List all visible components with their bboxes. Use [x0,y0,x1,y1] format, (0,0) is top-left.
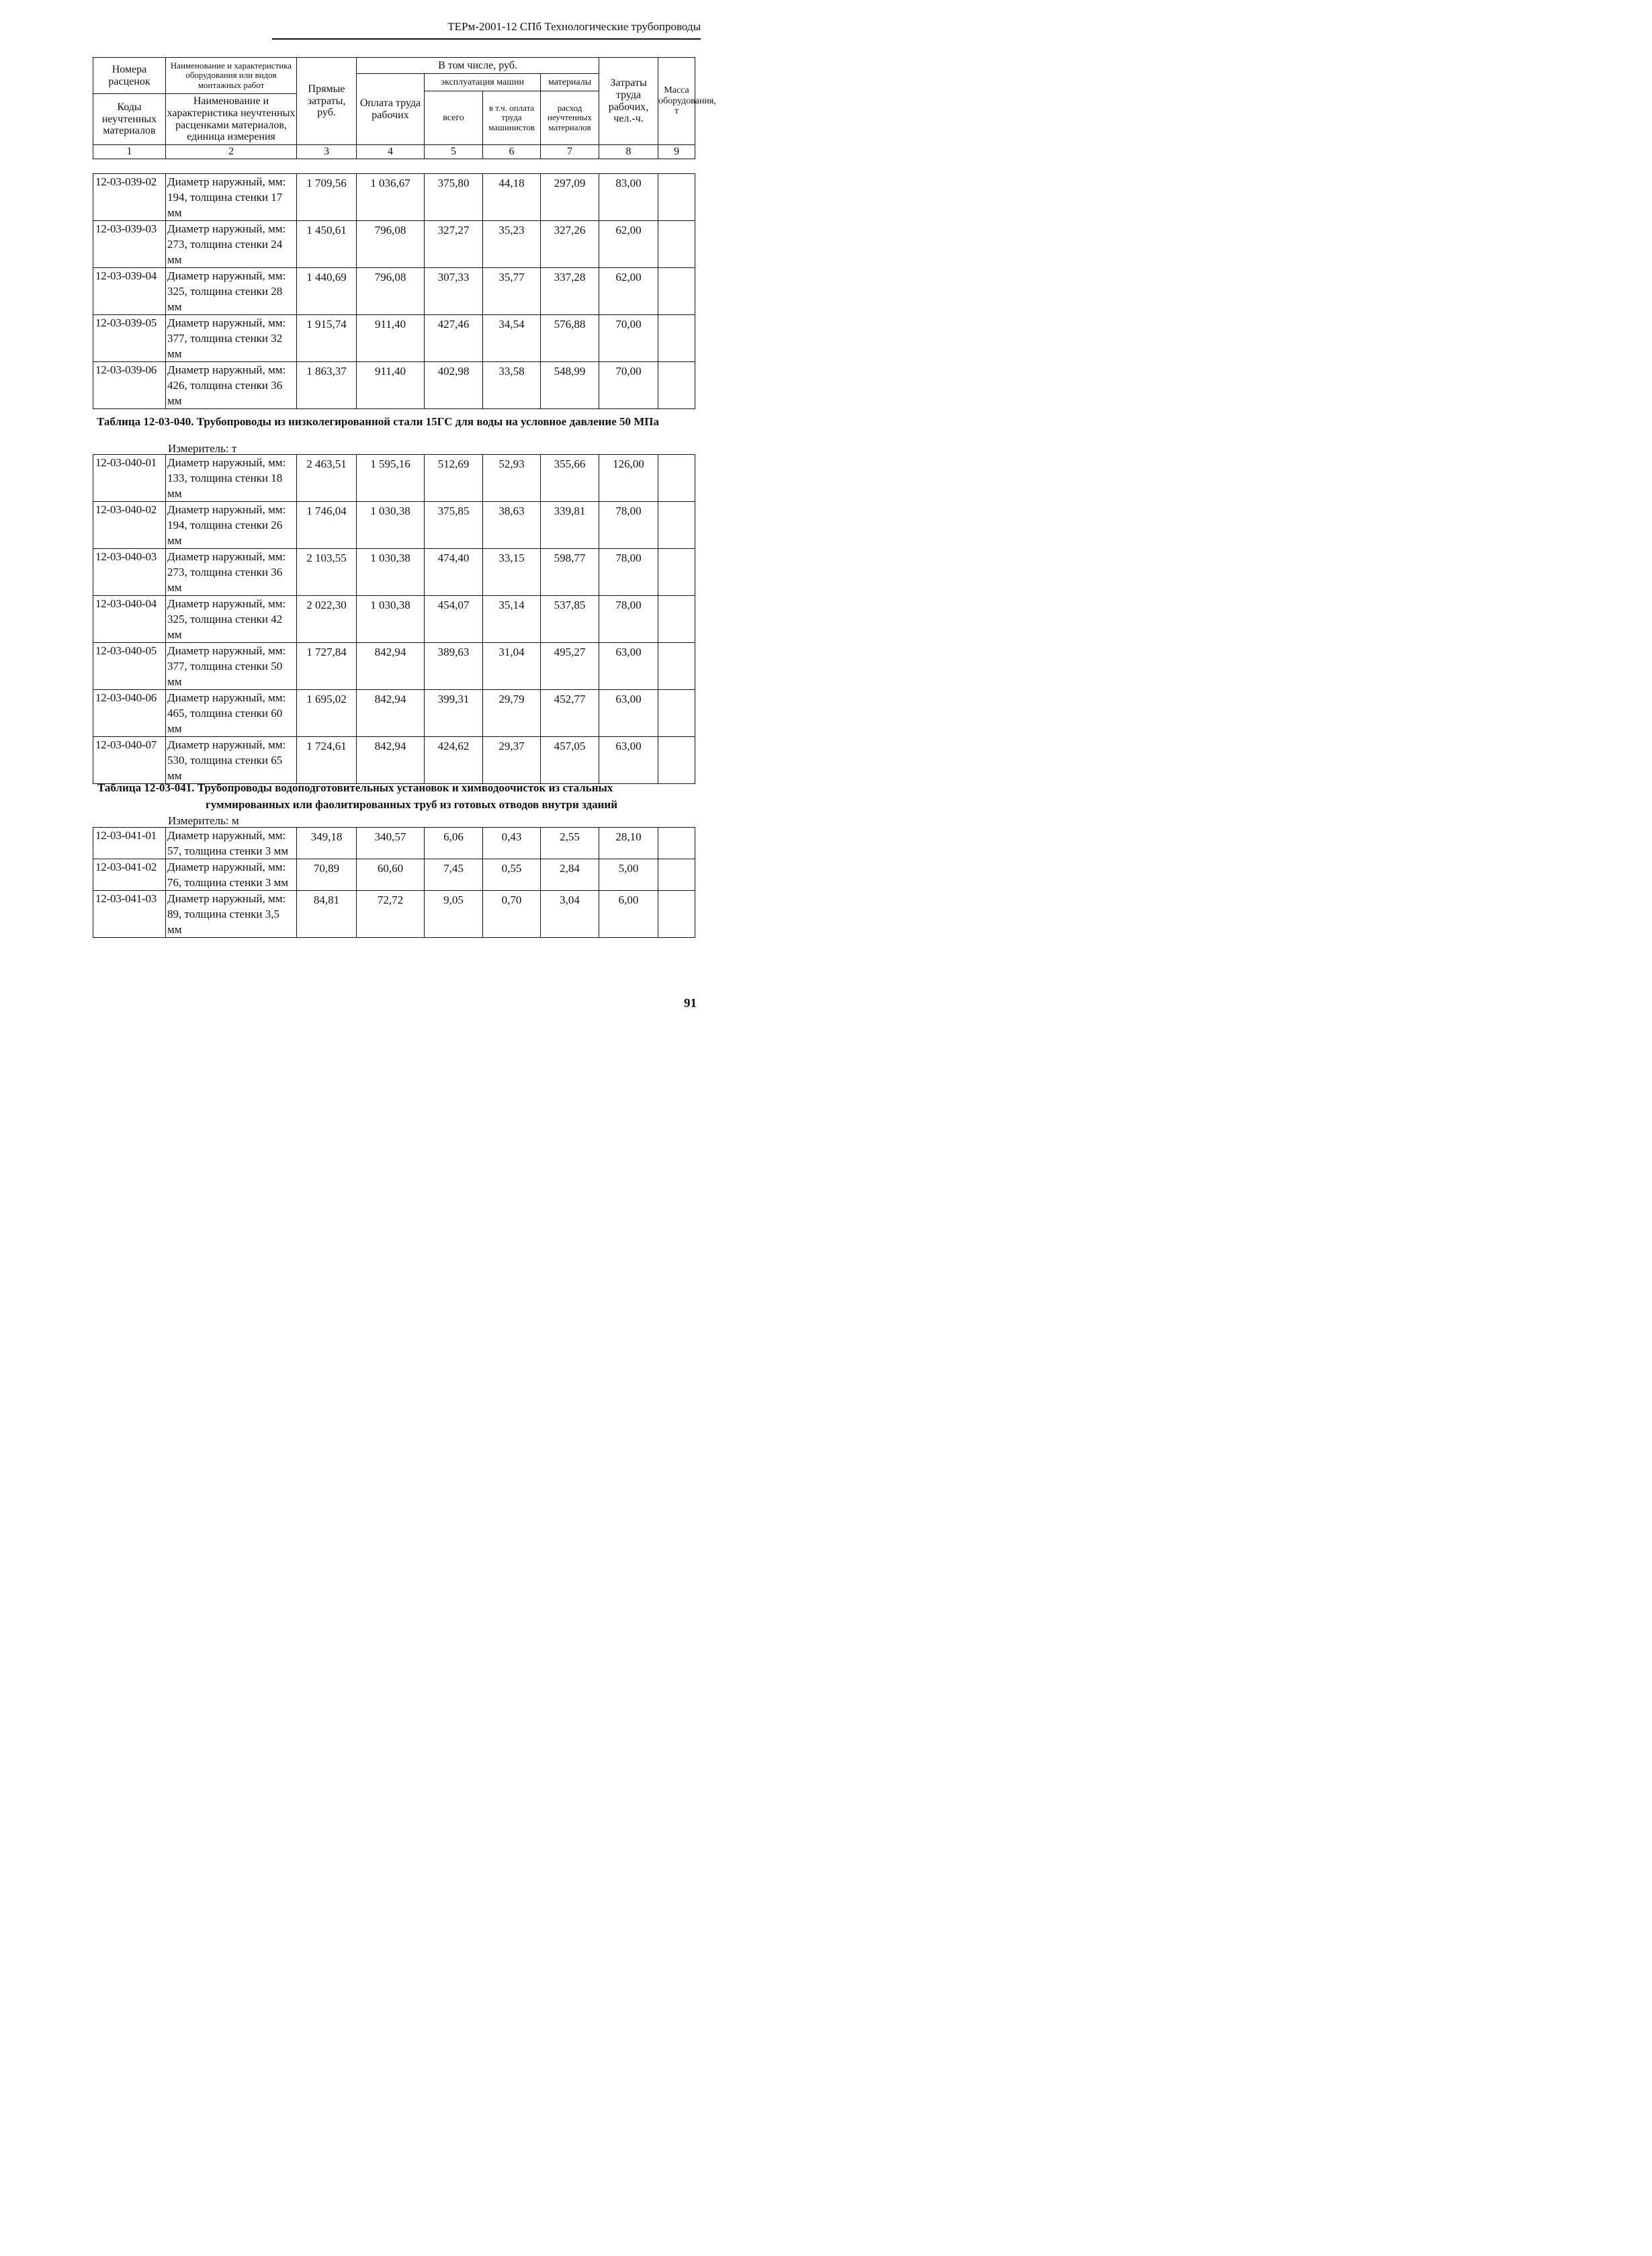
equipment-mass-value [658,268,695,315]
table-row [93,891,695,938]
table-row [93,362,695,409]
materials-value: 548,99 [541,362,599,409]
rates-table-039 [93,173,695,409]
header-operator-pay: в т.ч. оплата труда машинистов [483,91,541,145]
table-row [93,502,695,549]
work-description: Диаметр наружный, мм: 377, толщина стенки 32 мм [166,315,297,362]
table-caption-040: Таблица 12-03-040. Трубопроводы из низколегированной стали 15ГС для воды на условное давление 50 МПа [97,415,660,428]
equipment-mass-value [658,737,695,784]
rates-table-040 [93,454,695,784]
worker-pay-value: 911,40 [357,315,425,362]
equipment-mass-value [658,690,695,737]
table-row [93,828,695,859]
column-number: 2 [166,145,297,159]
direct-costs-value: 2 103,55 [297,549,357,596]
materials-value: 337,28 [541,268,599,315]
rates-table-041 [93,827,695,938]
work-description: Диаметр наружный, мм: 465, толщина стенки 60 мм [166,690,297,737]
work-description: Диаметр наружный, мм: 76, толщина стенки 3 мм [166,859,297,891]
direct-costs-value: 1 724,61 [297,737,357,784]
equipment-mass-value [658,315,695,362]
operator-pay-value: 33,58 [483,362,541,409]
table-caption-041-line2: гуммированных или фаолитированных труб из готовых отводов внутри зданий [206,798,618,811]
operator-pay-value: 31,04 [483,643,541,690]
table-row [93,221,695,268]
rate-code: 12-03-039-04 [93,268,166,315]
labor-hours-value: 28,10 [599,828,658,859]
rate-code: 12-03-041-03 [93,891,166,938]
operator-pay-value: 35,14 [483,596,541,643]
unit-of-measure-041: Измеритель: м [168,814,239,827]
work-description: Диаметр наружный, мм: 377, толщина стенки 50 мм [166,643,297,690]
worker-pay-value: 340,57 [357,828,425,859]
operator-pay-value: 0,55 [483,859,541,891]
labor-hours-value: 78,00 [599,549,658,596]
equipment-mass-value [658,828,695,859]
column-number: 9 [658,145,695,159]
operator-pay-value: 35,77 [483,268,541,315]
rate-code: 12-03-040-06 [93,690,166,737]
worker-pay-value: 60,60 [357,859,425,891]
direct-costs-value: 2 022,30 [297,596,357,643]
work-description: Диаметр наружный, мм: 325, толщина стенки 28 мм [166,268,297,315]
worker-pay-value: 1 036,67 [357,174,425,221]
table-row [93,268,695,315]
worker-pay-value: 1 030,38 [357,549,425,596]
header-materials-consumption: расход неучтенных материалов [541,91,599,145]
machines-total-value: 399,31 [425,690,483,737]
materials-value: 537,85 [541,596,599,643]
header-work-name: Наименование и характеристика оборудования или видов монтажных работ [166,58,297,94]
rate-code: 12-03-040-02 [93,502,166,549]
materials-value: 2,55 [541,828,599,859]
labor-hours-value: 70,00 [599,315,658,362]
rate-code: 12-03-040-05 [93,643,166,690]
operator-pay-value: 35,23 [483,221,541,268]
equipment-mass-value [658,549,695,596]
table-row [93,596,695,643]
materials-value: 452,77 [541,690,599,737]
column-number: 1 [93,145,166,159]
work-description: Диаметр наружный, мм: 89, толщина стенки 3,5 мм [166,891,297,938]
direct-costs-value: 1 915,74 [297,315,357,362]
worker-pay-value: 796,08 [357,268,425,315]
work-description: Диаметр наружный, мм: 57, толщина стенки 3 мм [166,828,297,859]
table-row [93,174,695,221]
machines-total-value: 6,06 [425,828,483,859]
labor-hours-value: 6,00 [599,891,658,938]
page-number: 91 [684,996,697,1010]
rate-code: 12-03-041-01 [93,828,166,859]
direct-costs-value: 1 440,69 [297,268,357,315]
machines-total-value: 389,63 [425,643,483,690]
labor-hours-value: 70,00 [599,362,658,409]
table-row [93,315,695,362]
direct-costs-value: 1 450,61 [297,221,357,268]
unit-of-measure-040: Измеритель: т [168,442,237,455]
work-description: Диаметр наружный, мм: 530, толщина стенки 65 мм [166,737,297,784]
worker-pay-value: 1 595,16 [357,455,425,502]
header-materials: материалы [541,74,599,91]
header-rate-numbers: Номера расценок [93,58,166,94]
operator-pay-value: 33,15 [483,549,541,596]
table-row [93,690,695,737]
worker-pay-value: 842,94 [357,737,425,784]
materials-value: 339,81 [541,502,599,549]
rate-code: 12-03-040-07 [93,737,166,784]
header-machines: эксплуатация машин [425,74,541,91]
machines-total-value: 512,69 [425,455,483,502]
worker-pay-value: 842,94 [357,643,425,690]
labor-hours-value: 78,00 [599,596,658,643]
equipment-mass-value [658,174,695,221]
materials-value: 2,84 [541,859,599,891]
direct-costs-value: 2 463,51 [297,455,357,502]
table-caption-041-line1: Таблица 12-03-041. Трубопроводы водоподготовительных установок и химводоочисток из стальных [97,781,613,794]
work-description: Диаметр наружный, мм: 273, толщина стенки 24 мм [166,221,297,268]
direct-costs-value: 1 863,37 [297,362,357,409]
column-number: 4 [357,145,425,159]
labor-hours-value: 62,00 [599,221,658,268]
machines-total-value: 327,27 [425,221,483,268]
labor-hours-value: 5,00 [599,859,658,891]
worker-pay-value: 1 030,38 [357,596,425,643]
worker-pay-value: 842,94 [357,690,425,737]
work-description: Диаметр наружный, мм: 325, толщина стенки 42 мм [166,596,297,643]
equipment-mass-value [658,596,695,643]
header-machines-total: всего [425,91,483,145]
labor-hours-value: 63,00 [599,643,658,690]
header-equipment-mass: Масса оборудования, т [658,58,695,145]
column-header-table [93,57,716,159]
direct-costs-value: 70,89 [297,859,357,891]
table-row [93,643,695,690]
worker-pay-value: 72,72 [357,891,425,938]
worker-pay-value: 911,40 [357,362,425,409]
rate-code: 12-03-040-04 [93,596,166,643]
rate-code: 12-03-040-01 [93,455,166,502]
header-worker-pay: Оплата труда рабочих [357,74,425,145]
direct-costs-value: 1 709,56 [297,174,357,221]
rate-code: 12-03-039-06 [93,362,166,409]
equipment-mass-value [658,221,695,268]
machines-total-value: 7,45 [425,859,483,891]
machines-total-value: 424,62 [425,737,483,784]
direct-costs-value: 84,81 [297,891,357,938]
materials-value: 576,88 [541,315,599,362]
materials-value: 457,05 [541,737,599,784]
rate-code: 12-03-040-03 [93,549,166,596]
machines-total-value: 375,80 [425,174,483,221]
work-description: Диаметр наружный, мм: 426, толщина стенки 36 мм [166,362,297,409]
rate-code: 12-03-041-02 [93,859,166,891]
labor-hours-value: 83,00 [599,174,658,221]
operator-pay-value: 29,37 [483,737,541,784]
column-number: 3 [297,145,357,159]
operator-pay-value: 0,70 [483,891,541,938]
column-number: 7 [541,145,599,159]
machines-total-value: 454,07 [425,596,483,643]
direct-costs-value: 349,18 [297,828,357,859]
worker-pay-value: 1 030,38 [357,502,425,549]
table-row [93,549,695,596]
equipment-mass-value [658,891,695,938]
table-row [93,737,695,784]
materials-value: 355,66 [541,455,599,502]
equipment-mass-value [658,643,695,690]
labor-hours-value: 78,00 [599,502,658,549]
machines-total-value: 402,98 [425,362,483,409]
materials-value: 3,04 [541,891,599,938]
column-number: 8 [599,145,658,159]
equipment-mass-value [658,859,695,891]
equipment-mass-value [658,455,695,502]
machines-total-value: 9,05 [425,891,483,938]
machines-total-value: 307,33 [425,268,483,315]
operator-pay-value: 0,43 [483,828,541,859]
table-row [93,859,695,891]
column-number: 5 [425,145,483,159]
table-row [93,455,695,502]
header-direct-costs: Прямые затраты, руб. [297,58,357,145]
machines-total-value: 474,40 [425,549,483,596]
work-description: Диаметр наружный, мм: 273, толщина стенки 36 мм [166,549,297,596]
operator-pay-value: 44,18 [483,174,541,221]
operator-pay-value: 52,93 [483,455,541,502]
operator-pay-value: 38,63 [483,502,541,549]
labor-hours-value: 63,00 [599,737,658,784]
machines-total-value: 375,85 [425,502,483,549]
header-material-codes: Коды неучтенных материалов [93,94,166,145]
work-description: Диаметр наружный, мм: 194, толщина стенки 26 мм [166,502,297,549]
column-number: 6 [483,145,541,159]
rate-code: 12-03-039-05 [93,315,166,362]
materials-value: 495,27 [541,643,599,690]
labor-hours-value: 62,00 [599,268,658,315]
operator-pay-value: 29,79 [483,690,541,737]
rate-code: 12-03-039-02 [93,174,166,221]
direct-costs-value: 1 695,02 [297,690,357,737]
work-description: Диаметр наружный, мм: 194, толщина стенки 17 мм [166,174,297,221]
materials-value: 297,09 [541,174,599,221]
machines-total-value: 427,46 [425,315,483,362]
work-description: Диаметр наружный, мм: 133, толщина стенки 18 мм [166,455,297,502]
header-material-name: Наименование и характеристика неучтенных расценками материалов, единица измерения [166,94,297,145]
header-labor-hours: Затраты труда рабочих, чел.-ч. [599,58,658,145]
labor-hours-value: 126,00 [599,455,658,502]
running-head: ТЕРм-2001-12 СПб Технологические трубопроводы [272,20,701,40]
direct-costs-value: 1 727,84 [297,643,357,690]
equipment-mass-value [658,362,695,409]
rate-code: 12-03-039-03 [93,221,166,268]
header-in-total: В том числе, руб. [357,58,599,74]
direct-costs-value: 1 746,04 [297,502,357,549]
worker-pay-value: 796,08 [357,221,425,268]
operator-pay-value: 34,54 [483,315,541,362]
materials-value: 327,26 [541,221,599,268]
equipment-mass-value [658,502,695,549]
labor-hours-value: 63,00 [599,690,658,737]
materials-value: 598,77 [541,549,599,596]
